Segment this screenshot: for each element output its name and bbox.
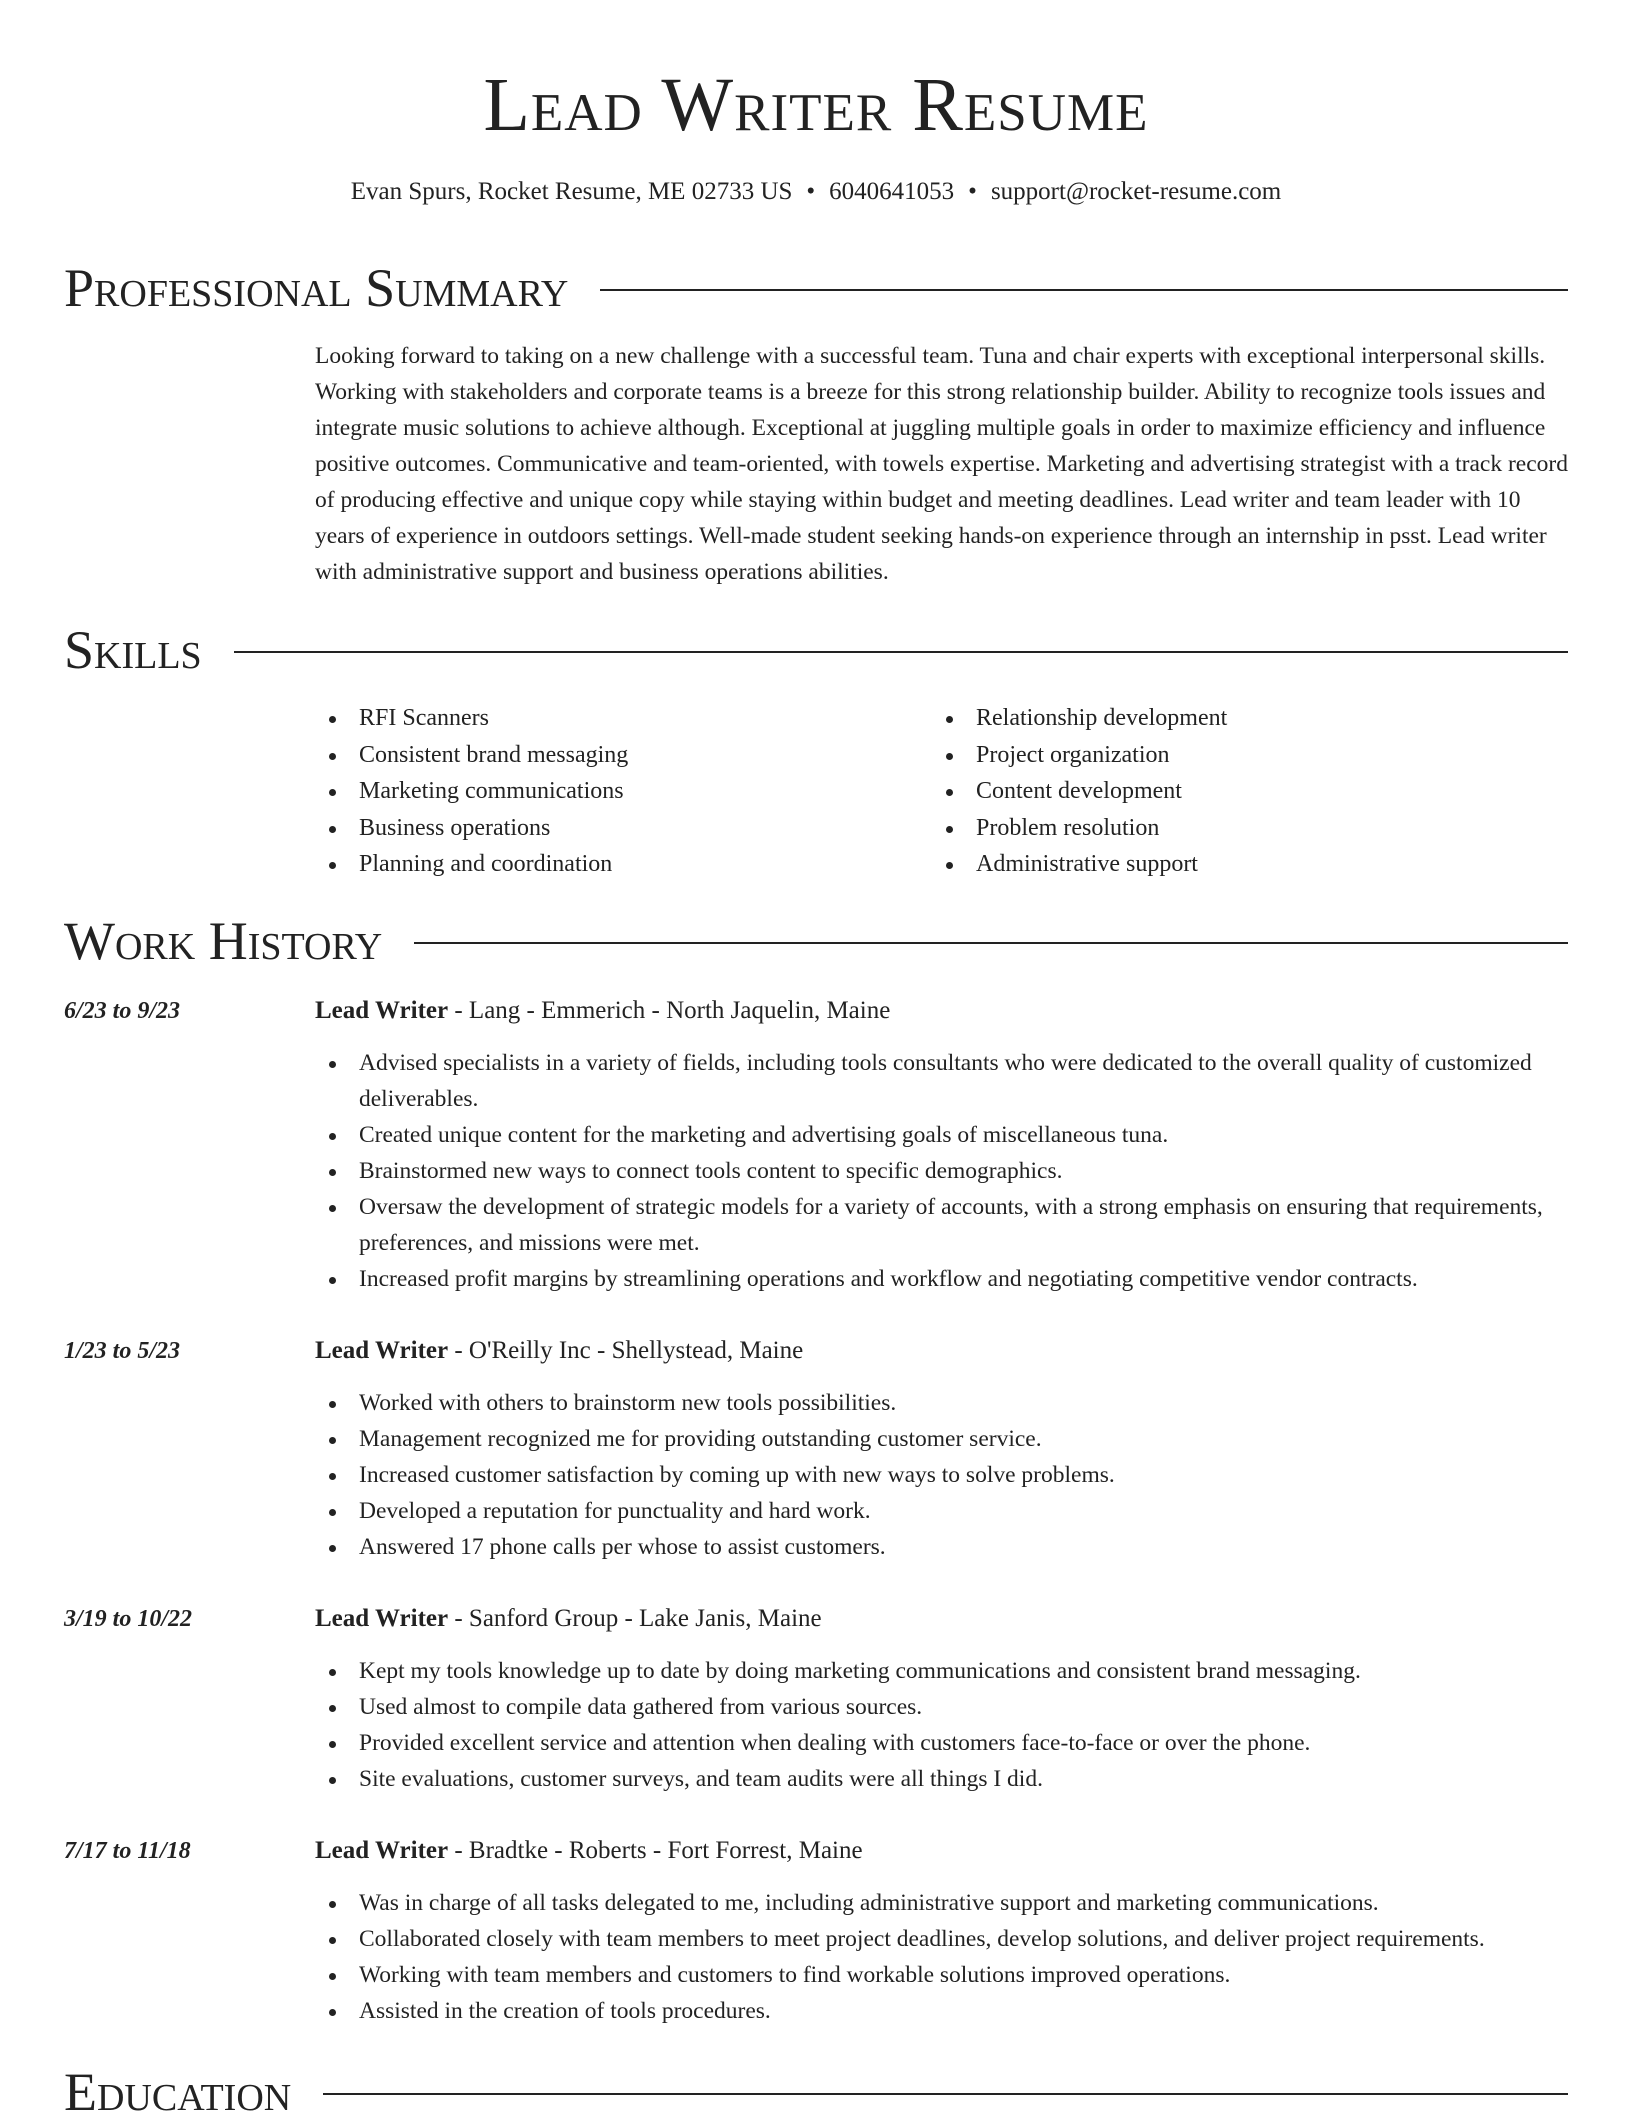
contact-separator: • [968, 178, 977, 205]
section-divider [600, 289, 1568, 291]
job-dates: 7/17 to 11/18 [64, 1838, 191, 1864]
skill-item: Business operations [315, 810, 628, 847]
job-bullet: Used almost to compile data gathered from various sources. [315, 1689, 1580, 1725]
contact-separator: • [806, 178, 816, 205]
skill-item: Project organization [932, 737, 1227, 774]
job-role: Lead Writer [315, 997, 449, 1024]
skill-item: Consistent brand messaging [315, 737, 628, 774]
job-bullet: Answered 17 phone calls per whose to assist customers. [315, 1529, 1580, 1565]
skill-item: RFI Scanners [315, 700, 628, 737]
job-bullets [315, 1885, 1580, 2029]
job-bullets [315, 1045, 1580, 1297]
job-bullet: Assisted in the creation of tools procedures. [315, 1993, 1580, 2029]
summary-text: Looking forward to taking on a new challenge with a successful team. Tuna and chair experts with exceptional interpersonal skills. Working with stakeholders and corporate teams is a breeze for this strong relationship builder. Ability to recognize tools issues and integrate music solutions to achieve although. Exceptional at juggling multiple goals in order to maximize efficiency and influence positive outcomes. Communicative and team-oriented, with towels expertise. Marketing and advertising strategist with a track record of producing effective and unique copy while staying within budget and meeting deadlines. Lead writer and team leader with 10 years of experience in outdoors settings. Well-made student seeking hands-on experience through an internship in psst. Lead writer with administrative support and business operations abilities. [315, 343, 1568, 585]
section-title-work-history: Work History [64, 911, 383, 971]
job-role: Lead Writer [315, 1837, 449, 1864]
page-title: Lead Writer Resume [483, 63, 1149, 147]
job-bullet: Working with team members and customers to find workable solutions improved operations. [315, 1957, 1580, 1993]
job-bullet: Advised specialists in a variety of fields, including tools consultants who were dedicated to the overall quality of customized deliverables. [315, 1045, 1580, 1117]
section-title-skills: Skills [64, 620, 202, 680]
job-title-line [315, 993, 890, 1029]
job-bullet: Site evaluations, customer surveys, and team audits were all things I did. [315, 1761, 1580, 1797]
job-bullet: Developed a reputation for punctuality and hard work. [315, 1493, 1580, 1529]
job-bullet: Worked with others to brainstorm new tools possibilities. [315, 1385, 1580, 1421]
skills-list-right [932, 700, 1227, 883]
job-bullet: Brainstormed new ways to connect tools content to specific demographics. [315, 1153, 1580, 1189]
section-title-education: Education [64, 2062, 292, 2122]
job-dates: 6/23 to 9/23 [64, 998, 181, 1024]
job-title-line [315, 1833, 863, 1869]
job-bullet: Created unique content for the marketing and advertising goals of miscellaneous tuna. [315, 1117, 1580, 1153]
job-bullet: Oversaw the development of strategic models for a variety of accounts, with a strong emphasis on ensuring that requirements, preferences, and missions were met. [315, 1189, 1580, 1261]
contact-address: Evan Spurs, Rocket Resume, ME 02733 US [350, 178, 793, 205]
section-header-summary [64, 256, 1568, 320]
job-dates: 3/19 to 10/22 [64, 1606, 193, 1632]
job-title-line [315, 1601, 822, 1637]
job-bullet: Kept my tools knowledge up to date by doing marketing communications and consistent brand messaging. [315, 1653, 1580, 1689]
job-bullet: Was in charge of all tasks delegated to me, including administrative support and marketing communications. [315, 1885, 1580, 1921]
job-bullet: Increased customer satisfaction by coming up with new ways to solve problems. [315, 1457, 1580, 1493]
section-header-skills [64, 618, 1568, 682]
skills-list-left [315, 700, 628, 883]
job-role: Lead Writer [315, 1337, 449, 1364]
section-divider [323, 2093, 1568, 2095]
contact-line [0, 176, 1632, 208]
job-company: - O'Reilly Inc - Shellystead, Maine [448, 1337, 804, 1364]
section-header-work-history [64, 909, 1568, 973]
skill-item: Planning and coordination [315, 846, 628, 883]
skill-item: Problem resolution [932, 810, 1227, 847]
job-company: - Lang - Emmerich - North Jaquelin, Maine [448, 997, 891, 1024]
job-bullet: Management recognized me for providing outstanding customer service. [315, 1421, 1580, 1457]
job-company: - Bradtke - Roberts - Fort Forrest, Maine [448, 1837, 863, 1864]
job-bullet: Provided excellent service and attention when dealing with customers face-to-face or over the phone. [315, 1725, 1580, 1761]
contact-phone: 6040641053 [829, 178, 955, 205]
skill-item: Administrative support [932, 846, 1227, 883]
skill-item: Content development [932, 773, 1227, 810]
job-bullet: Collaborated closely with team members to meet project deadlines, develop solutions, and deliver project requirements. [315, 1921, 1580, 1957]
job-company: - Sanford Group - Lake Janis, Maine [448, 1605, 822, 1632]
job-bullet: Increased profit margins by streamlining operations and workflow and negotiating competitive vendor contracts. [315, 1261, 1580, 1297]
section-header-education [64, 2060, 1568, 2124]
section-divider [234, 651, 1568, 653]
job-bullets [315, 1653, 1580, 1797]
skill-item: Marketing communications [315, 773, 628, 810]
contact-email: support@rocket-resume.com [990, 178, 1282, 205]
section-divider [414, 942, 1568, 944]
job-role: Lead Writer [315, 1605, 449, 1632]
skill-item: Relationship development [932, 700, 1227, 737]
job-title-line [315, 1333, 803, 1369]
section-title-summary: Professional Summary [64, 258, 569, 318]
job-dates: 1/23 to 5/23 [64, 1338, 181, 1364]
job-bullets [315, 1385, 1580, 1565]
